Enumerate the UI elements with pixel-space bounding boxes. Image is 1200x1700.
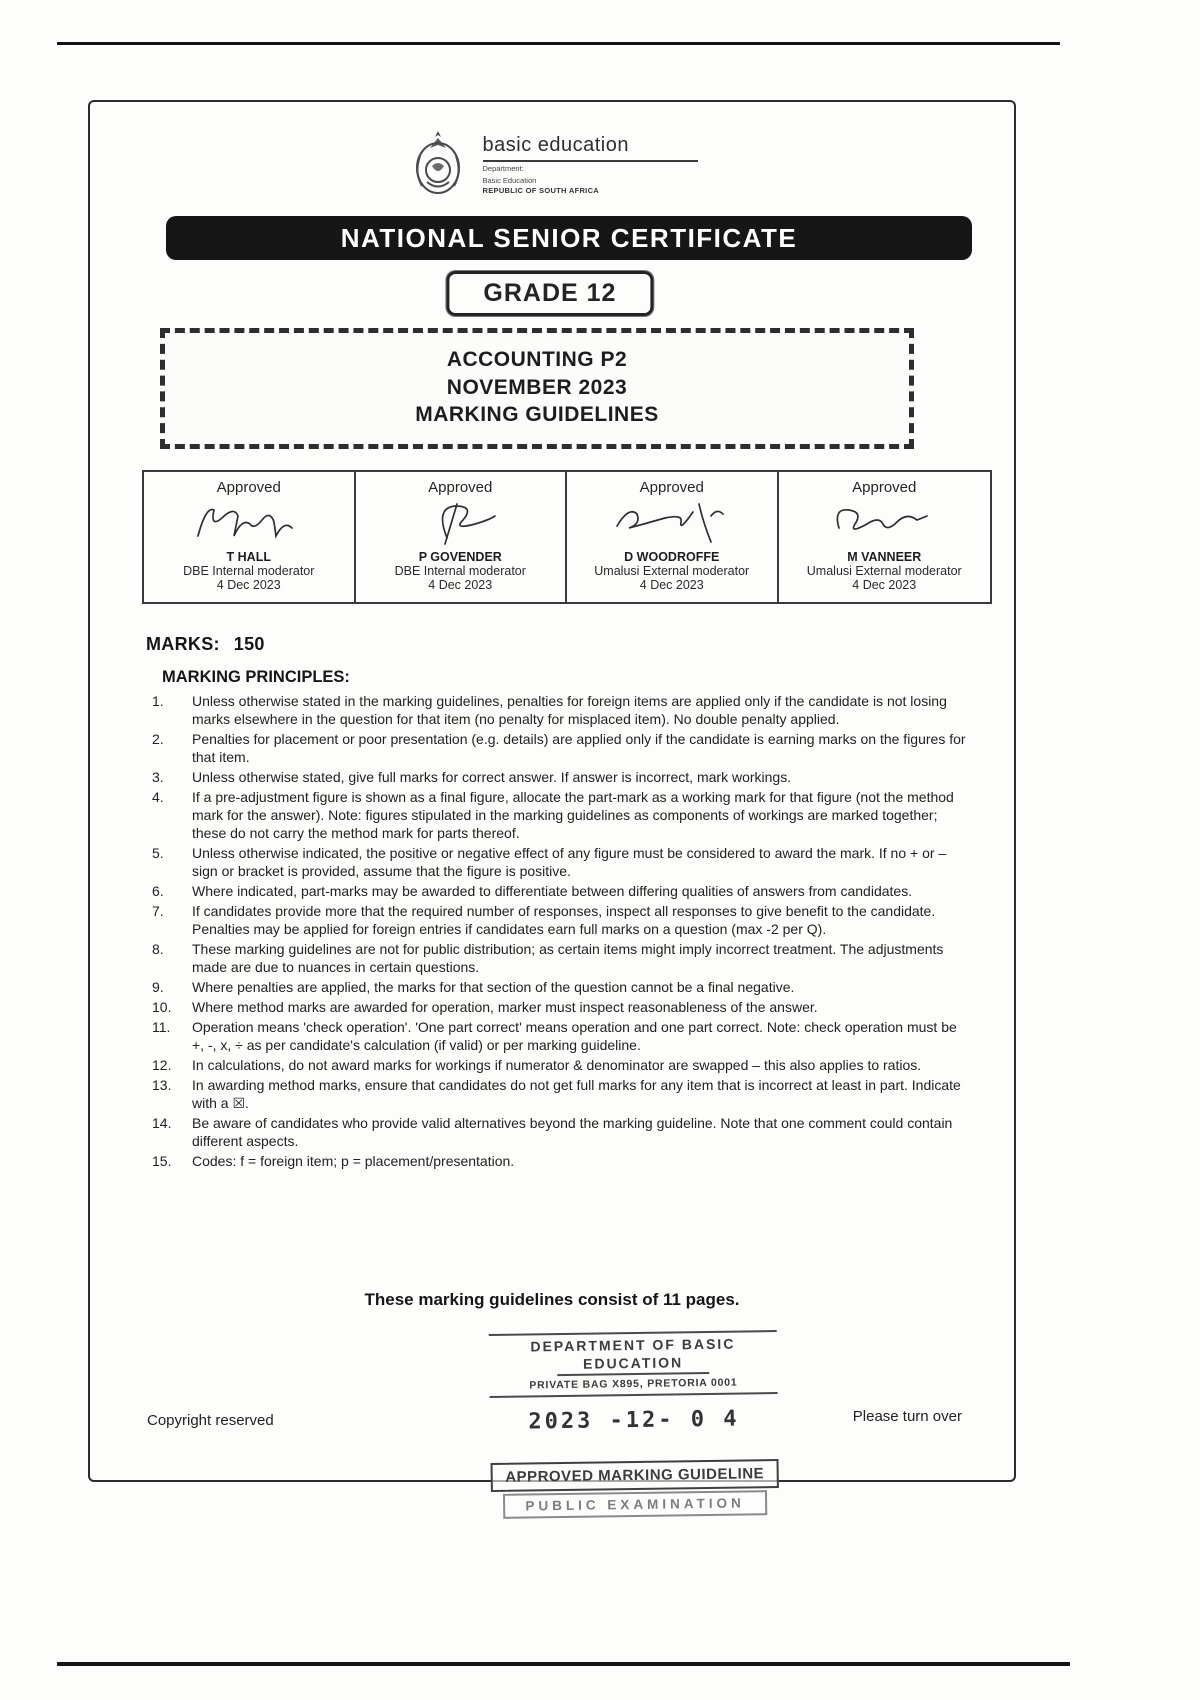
principle-number: 15. (152, 1153, 172, 1169)
stamp-header (489, 1330, 778, 1377)
signature-dwoodroffe-icon (607, 498, 737, 548)
principle-text: Penalties for placement or poor presentation (e.g. details) are applied only if the candidate is earning marks on the figures for that item. (192, 731, 966, 765)
approval-label: Approved (216, 479, 281, 496)
stamp-public-examination-label: PUBLIC EXAMINATION (503, 1490, 767, 1519)
certificate-banner: NATIONAL SENIOR CERTIFICATE (166, 216, 972, 260)
principle-item-14 (152, 1114, 972, 1150)
approval-label: Approved (852, 479, 917, 496)
department-stamp (489, 1330, 780, 1519)
approvals-table (142, 470, 992, 604)
principle-item-5 (152, 844, 972, 880)
principle-item-11 (152, 1018, 972, 1054)
principle-item-15 (152, 1152, 972, 1170)
logo-dept-line3: REPUBLIC OF SOUTH AFRICA (482, 185, 600, 195)
copyright-note: Copyright reserved (147, 1412, 274, 1429)
principle-number: 9. (152, 979, 164, 995)
principle-number: 7. (152, 903, 164, 919)
principle-item-1 (152, 692, 972, 728)
approval-cell-dwoodroffe (567, 472, 779, 602)
approval-label: Approved (428, 479, 493, 496)
principle-number: 13. (152, 1077, 172, 1093)
principle-text: These marking guidelines are not for public distribution; as certain items might imply incorrect treatment. The adjustments made are due to nuances in certain questions. (192, 941, 944, 975)
approval-cell-mvanneer (779, 472, 991, 602)
principle-text: In awarding method marks, ensure that candidates do not get full marks for any item that is incorrect at least in part. Indicate with a ☒. (192, 1077, 961, 1111)
principle-number: 3. (152, 769, 164, 785)
approval-date: 4 Dec 2023 (428, 578, 493, 592)
principle-number: 8. (152, 941, 164, 957)
approval-date: 4 Dec 2023 (852, 578, 917, 592)
principle-number: 14. (152, 1115, 172, 1131)
approval-cell-thall (144, 472, 356, 602)
principle-text: If candidates provide more that the required number of responses, inspect all responses to give benefit to the candidate. Penalties may be applied for foreign entries if candidates earn full marks on a question (max -2 per Q). (192, 903, 936, 937)
principle-text: Unless otherwise stated, give full marks for correct answer. If answer is incorrect, mark workings. (192, 769, 792, 785)
stamp-header-line1: DEPARTMENT OF BASIC (530, 1335, 736, 1355)
grade-box: GRADE 12 (446, 271, 653, 316)
approver-name: P GOVENDER (418, 550, 502, 564)
marks-total (146, 634, 265, 655)
principle-text: If a pre-adjustment figure is shown as a final figure, allocate the part-mark as a working mark for that figure (not the method mark for the answer). Note: figures stipulated in the marking guidelines as components of workings are marked together; these do not carry the method mark for parts thereof. (192, 789, 954, 841)
approval-date: 4 Dec 2023 (216, 578, 281, 592)
principle-number: 12. (152, 1057, 172, 1073)
principle-item-10 (152, 998, 972, 1016)
principle-text: Unless otherwise stated in the marking guidelines, penalties for foreign items are applied only if the candidate is not losing marks elsewhere in the question for that item (no penalty for misplaced item). No double penalty applied. (192, 693, 947, 727)
principle-number: 6. (152, 883, 164, 899)
principle-text: Codes: f = foreign item; p = placement/presentation. (192, 1153, 515, 1169)
principle-text: Be aware of candidates who provide valid alternatives beyond the marking guideline. Note that one comment could contain different aspects. (192, 1115, 953, 1149)
principle-number: 5. (152, 845, 164, 861)
logo-text-block (483, 128, 698, 195)
stamp-date: 2023 -12- 0 4 (528, 1406, 740, 1435)
principle-item-7 (152, 902, 972, 938)
principle-item-13 (152, 1076, 972, 1112)
principle-number: 11. (152, 1019, 171, 1035)
principle-number: 1. (152, 693, 164, 709)
stamp-header-line2: EDUCATION (557, 1353, 709, 1376)
logo-dept-line2: Basic Education (482, 175, 537, 185)
principle-number: 4. (152, 789, 164, 805)
principle-item-6 (152, 882, 972, 900)
turn-over-note: Please turn over (852, 1408, 962, 1425)
approver-role: DBE Internal moderator (183, 564, 315, 578)
page-count-note: These marking guidelines consist of 11 pages. (364, 1290, 740, 1309)
signature-pgovender-icon (395, 498, 525, 548)
coat-of-arms-icon (407, 128, 469, 196)
exam-session: NOVEMBER 2023 (446, 375, 628, 399)
marking-principles-title: MARKING PRINCIPLES: (162, 668, 350, 686)
logo-dept-line1: Department: (482, 164, 524, 173)
principle-item-4 (152, 788, 972, 842)
logo-title: basic education (483, 134, 698, 162)
principle-text: Where indicated, part-marks may be awarded to differentiate between differing qualities of answers from candidates. (192, 883, 913, 899)
department-logo (90, 128, 1014, 196)
approver-role: Umalusi External moderator (594, 564, 750, 578)
subject-box (160, 328, 914, 449)
principle-text: Unless otherwise indicated, the positive or negative effect of any figure must be considered to award the mark. If no + or – sign or bracket is provided, assume that the figure is positive. (192, 845, 947, 879)
approver-role: Umalusi External moderator (806, 564, 962, 578)
marking-principles-list (152, 692, 972, 1172)
principle-number: 2. (152, 731, 164, 747)
stamp-approved-label: APPROVED MARKING GUIDELINE (491, 1459, 779, 1492)
principle-text: In calculations, do not award marks for workings if numerator & denominator are swapped – this also applies to ratios. (192, 1057, 922, 1073)
subject-title: ACCOUNTING P2 (446, 348, 628, 371)
approver-name: T HALL (226, 550, 271, 564)
scan-edge-line-bottom (57, 1662, 1070, 1666)
principle-text: Operation means 'check operation'. 'One part correct' means operation and one part correct. Note: check operation must be +, -, x, ÷ as per candidate's calculation (if valid) or per marking guideline. (192, 1019, 957, 1053)
principle-item-12 (152, 1056, 972, 1074)
document-type: MARKING GUIDELINES (415, 403, 659, 427)
marks-label: MARKS: (146, 634, 220, 654)
principle-item-2 (152, 730, 972, 766)
stamp-address: PRIVATE BAG X895, PRETORIA 0001 (489, 1373, 777, 1398)
principle-item-3 (152, 768, 972, 786)
approval-date: 4 Dec 2023 (639, 578, 704, 592)
signature-mvanneer-icon (819, 498, 949, 548)
scan-edge-line-top (57, 42, 1060, 45)
marks-value: 150 (233, 634, 265, 654)
signature-thall-icon (184, 498, 314, 548)
approver-name: D WOODROFFE (624, 550, 720, 564)
approval-label: Approved (639, 479, 704, 496)
principle-text: Where method marks are awarded for operation, marker must inspect reasonableness of the answer. (192, 999, 818, 1015)
approver-role: DBE Internal moderator (394, 564, 526, 578)
approval-cell-pgovender (356, 472, 568, 602)
approver-name: M VANNEER (847, 550, 922, 564)
principle-text: Where penalties are applied, the marks for that section of the question cannot be a final negative. (192, 979, 795, 995)
principle-item-8 (152, 940, 972, 976)
principle-number: 10. (152, 999, 172, 1015)
document-border (88, 100, 1016, 1514)
principle-item-9 (152, 978, 972, 996)
